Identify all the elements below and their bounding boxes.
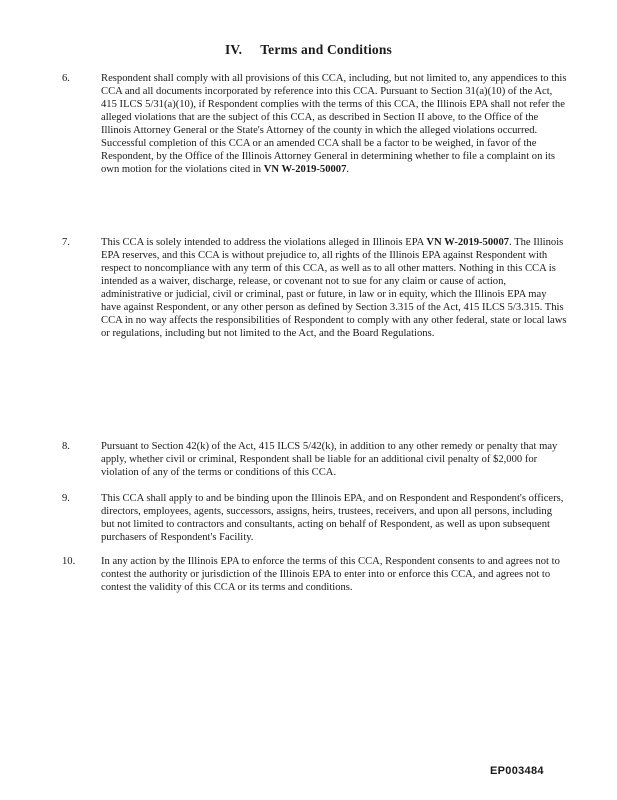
paragraph-number: 6. (62, 73, 70, 84)
section-title: Terms and Conditions (260, 42, 393, 57)
paragraph-number: 10. (62, 556, 76, 567)
violation-notice-ref: VN W-2019-50007 (426, 237, 510, 248)
paragraph-text: Respondent shall comply with all provisions of this CCA, including, but not limited to, any appendices to this CCA and all documents incorporated by reference into this CCA. Pursuant to Section 31(a)(10) of the Act, 415 ILCS 5/31(a)(10), if Respondent complies with the terms of this CCA, the Illinois EPA shall not refer the alleged violations that are the subject of this CCA, as described in Section II above, to the Office of the Illinois Attorney General or the State's Attorney of the county in which the alleged violations occurred. Successful completion of this CCA or an amended CCA shall be a factor to be weighed, in favor of the Respondent, by the Office of the Illinois Attorney General in determining whether to file a complaint on its own motion for the violations cited in VN W-2019-50007. (101, 73, 567, 175)
section-number: IV. (224, 42, 243, 57)
violation-notice-ref: VN W-2019-50007 (263, 164, 347, 175)
bates-number: EP003484 (490, 765, 544, 777)
paragraph-text: This CCA shall apply to and be binding upon the Illinois EPA, and on Respondent and Respondent's officers, directors, employees, agents, successors, assigns, heirs, trustees, receivers, and upon all persons, including but not limited to contractors and consultants, acting on behalf of Respondent, as well as upon subsequent purchasers of Respondent's Facility. (101, 493, 564, 543)
paragraph-number: 9. (62, 493, 70, 504)
paragraph-text: This CCA is solely intended to address the violations alleged in Illinois EPA VN W-2019-50007. The Illinois EPA reserves, and this CCA is without prejudice to, all rights of the Illinois EPA against Respondent with respect to noncompliance with any term of this CCA, as well as to all other matters. Nothing in this CCA is intended as a waiver, discharge, release, or covenant not to sue for any claim or cause of action, administrative or judicial, civil or criminal, past or future, in law or in equity, which the Illinois EPA may have against Respondent, or any other person as defined by Section 3.315 of the Act, 415 ILCS 5/3.315. This CCA in no way affects the responsibilities of Respondent to comply with any other federal, state or local laws or regulations, including but not limited to the Act, and the Board Regulations. (101, 237, 567, 339)
paragraph-number: 8. (62, 441, 70, 452)
paragraph-number: 7. (62, 237, 70, 248)
section-heading (0, 42, 617, 58)
paragraph-text: In any action by the Illinois EPA to enforce the terms of this CCA, Respondent consents to and agrees not to contest the authority or jurisdiction of the Illinois EPA to enter into or enforce this CCA, and agrees not to contest the validity of this CCA or its terms and conditions. (101, 556, 560, 593)
paragraph-text: Pursuant to Section 42(k) of the Act, 415 ILCS 5/42(k), in addition to any other remedy or penalty that may apply, whether civil or criminal, Respondent shall be liable for an additional civil penalty of $2,000 for violation of any of the terms or conditions of this CCA. (101, 441, 558, 478)
